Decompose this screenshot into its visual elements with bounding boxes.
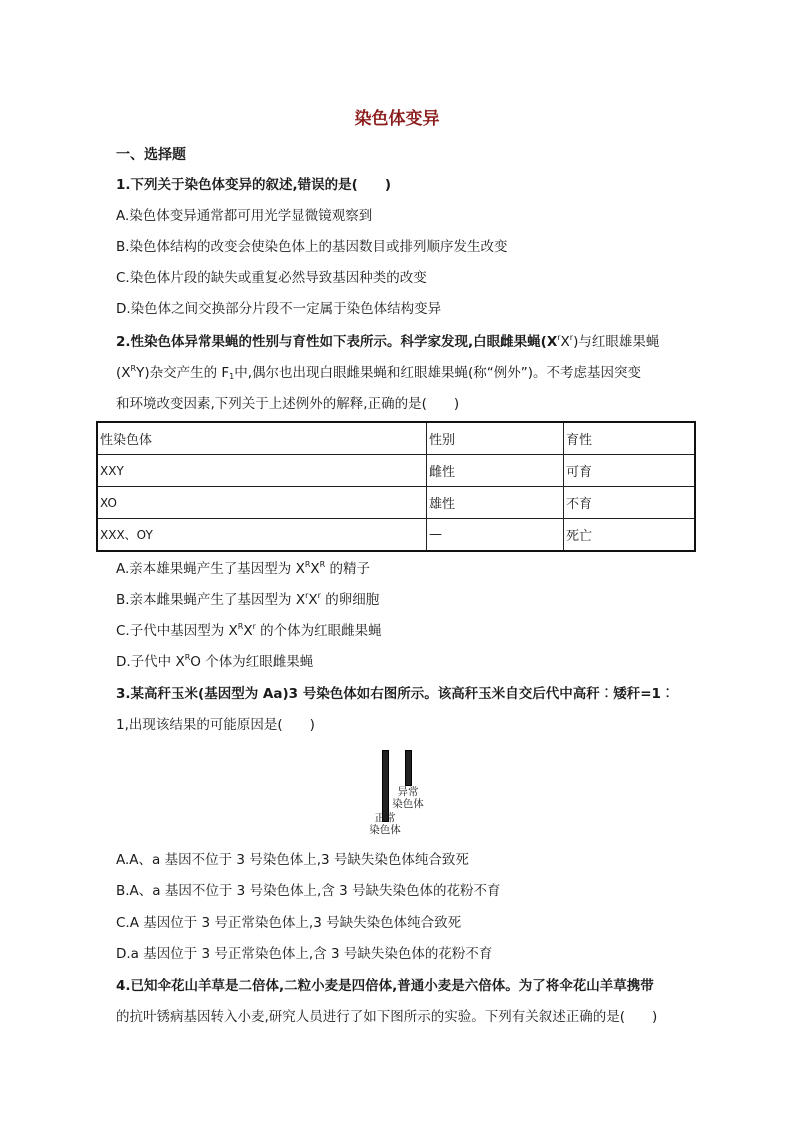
table-row: [97, 455, 695, 487]
question-1-stem: 1.下列关于染色体变异的叙述,错误的是( ): [116, 177, 391, 193]
question-2-option-d: D.子代中 $X^RO$ 个体为红眼雌果蝇: [116, 653, 314, 670]
question-1-option-c: C.染色体片段的缺失或重复必然导致基因种类的改变: [116, 270, 427, 286]
chromosome-figure: [360, 746, 450, 836]
table-row: [97, 519, 695, 552]
question-2-line-1: 2.性染色体异常果蝇的性别与育性如下表所示。科学家发现,白眼雌果蝇$(X^rX^r)$与红眼雄果蝇: [116, 333, 660, 350]
section-heading: 一、选择题: [116, 147, 186, 163]
table-cell: XXX、OY: [97, 519, 427, 552]
question-3-option-c: C.A 基因位于 3 号正常染色体上,3 号缺失染色体纯合致死: [116, 915, 462, 931]
question-2-line-3: 和环境改变因素,下列关于上述例外的解释,正确的是( ): [116, 396, 460, 412]
abnormal-chromosome-bar: [405, 750, 412, 786]
question-3-option-b: B.A、a 基因不位于 3 号染色体上,含 3 号缺失染色体的花粉不育: [116, 883, 501, 899]
question-3-option-d: D.a 基因位于 3 号正常染色体上,含 3 号缺失染色体的花粉不育: [116, 946, 493, 962]
table-cell: 雌性: [427, 455, 564, 487]
table-cell: XXY: [97, 455, 427, 487]
normal-chromosome-label: 正常 染色体: [369, 812, 401, 836]
page-title: 染色体变异: [354, 109, 440, 129]
question-3-line-2: 1,出现该结果的可能原因是( ): [116, 717, 315, 733]
question-2-option-a: A.亲本雄果蝇产生了基因型为 $X^RX^R$ 的精子: [116, 560, 371, 577]
table-header: 育性: [564, 422, 696, 455]
sex-chromosome-table: [96, 421, 696, 552]
question-1-option-d: D.染色体之间交换部分片段不一定属于染色体结构变异: [116, 301, 442, 317]
table-row: [97, 487, 695, 519]
question-2-option-c: C.子代中基因型为 $X^RX^r$ 的个体为红眼雌果蝇: [116, 622, 382, 639]
question-2-line-2: $(X^RY)$杂交产生的 $F_1$中,偶尔也出现白眼雌果蝇和红眼雄果蝇(称“例外”)。不考虑基因突变: [116, 364, 642, 381]
abnormal-chromosome-label: 异常 染色体: [392, 786, 424, 810]
table-header-row: [97, 422, 695, 455]
question-3-line-1: 3.某高秆玉米(基因型为 Aa)3 号染色体如右图所示。该高秆玉米自交后代中高秆︰矮秆=1︰: [116, 686, 675, 702]
table-cell: XO: [97, 487, 427, 519]
question-1-option-b: B.染色体结构的改变会使染色体上的基因数目或排列顺序发生改变: [116, 239, 508, 255]
question-2-option-b: B.亲本雌果蝇产生了基因型为 $X^rX^r$ 的卵细胞: [116, 591, 380, 608]
table-cell: 不育: [564, 487, 696, 519]
table-cell: —: [427, 519, 564, 552]
table-cell: 可育: [564, 455, 696, 487]
table-cell: 死亡: [564, 519, 696, 552]
table-header: 性别: [427, 422, 564, 455]
table-header: 性染色体: [97, 422, 427, 455]
question-4-line-1: 4.已知伞花山羊草是二倍体,二粒小麦是四倍体,普通小麦是六倍体。为了将伞花山羊草携带: [116, 978, 654, 994]
table-cell: 雄性: [427, 487, 564, 519]
question-3-option-a: A.A、a 基因不位于 3 号染色体上,3 号缺失染色体纯合致死: [116, 852, 469, 868]
question-1-option-a: A.染色体变异通常都可用光学显微镜观察到: [116, 208, 373, 224]
question-4-line-2: 的抗叶锈病基因转入小麦,研究人员进行了如下图所示的实验。下列有关叙述正确的是( ): [116, 1009, 658, 1025]
